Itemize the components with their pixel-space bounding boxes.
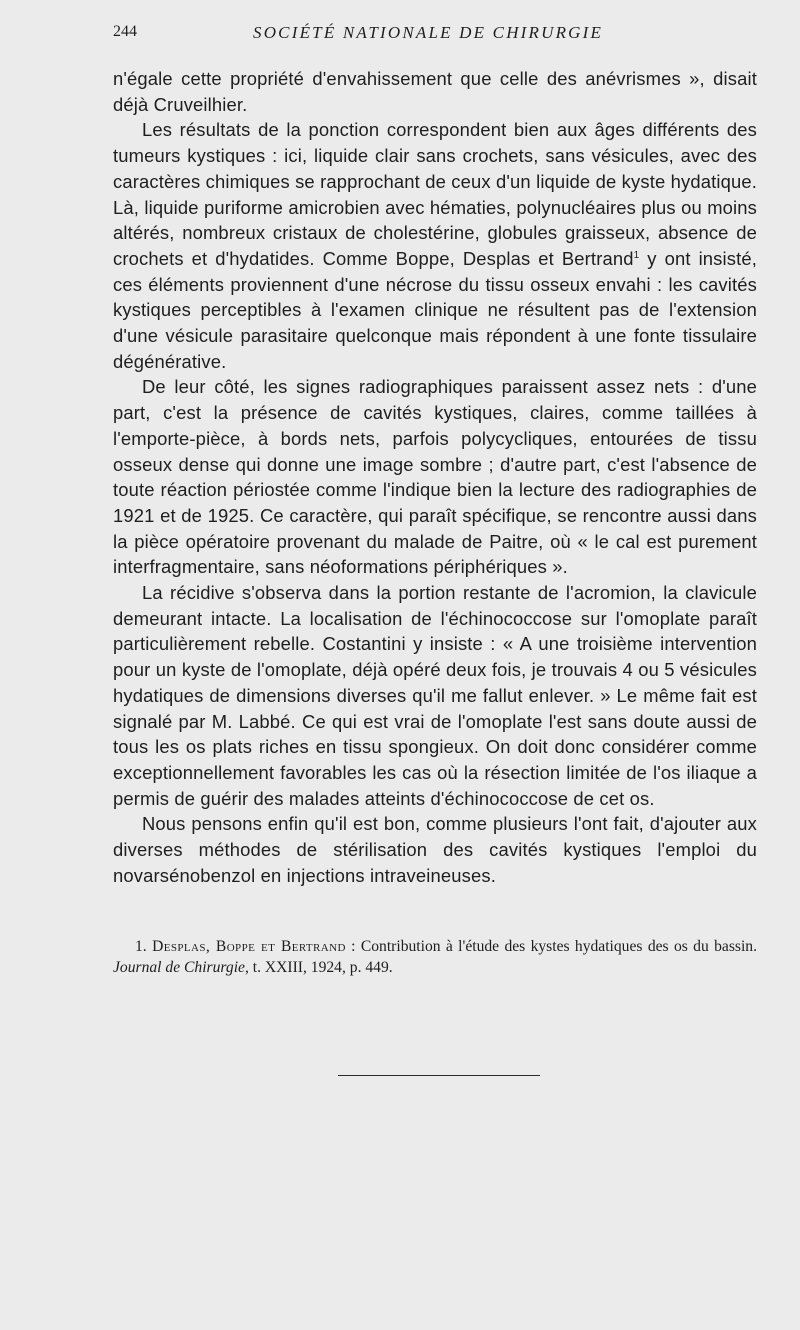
paragraph-2-text-cont: y ont insisté, ces éléments proviennent d'une nécrose du tissu osseux envahi : les cavités kystiques perceptibles à l'examen clinique ne résultent pas de l'extension d'une vésicule parasitaire quelconque mais répondent à une fonte tissulaire dégénérative. (113, 247, 758, 372)
page-number: 244 (113, 23, 137, 40)
end-rule (338, 1075, 540, 1076)
footnote-citation: , t. XXIII, 1924, p. 449. (244, 958, 393, 976)
footnote-reference: 1 (633, 249, 640, 261)
footnote-title: : Contribution à l'étude des kystes hydatiques des os du bassin. (345, 938, 757, 955)
paragraph-2-text: Les résultats de la ponction correspondent bien aux âges différents des tumeurs kystiques : ici, liquide clair sans crochets, sans vésicules, avec des caractères chimiques se rapprochant de ceux d'un liquide de kyste hydatique. Là, liquide puriforme amicrobien avec hématies, polynucléaires plus ou moins altérés, nombreux cristaux de cholestérine, globules graisseux, absence de crochets et d'hydatides. Comme Boppe, Desplas et Bertrand (113, 119, 757, 269)
footnote-authors: Desplas, Boppe et Bertrand (152, 938, 346, 955)
journal-title: SOCIÉTÉ NATIONALE DE CHIRURGIE (253, 23, 604, 42)
footnote-number: 1. (135, 938, 147, 955)
paragraph-5: Nous pensons enfin qu'il est bon, comme plusieurs l'ont fait, d'ajouter aux diverses méthodes de stérilisation des cavités kystiques l'emploi du novarsénobenzol en injections intraveineuses. (113, 813, 757, 886)
body-text (113, 66, 757, 889)
footnote-journal: Journal de Chirurgie (113, 958, 245, 976)
running-head (113, 23, 757, 45)
paragraph-4: La récidive s'observa dans la portion restante de l'acromion, la clavicule demeurant intacte. La localisation de l'échinococcose sur l'omoplate paraît particulièrement rebelle. Costantini y insiste : « A une troisième intervention pour un kyste de l'omoplate, déjà opéré deux fois, je trouvais 4 ou 5 vésicules hydatiques de dimensions diverses qu'il me fallut enlever. » Le même fait est signalé par M. Labbé. Ce qui est vrai de l'omoplate l'est sans doute aussi de tous les os plats riches en tissu spongieux. On doit donc considérer comme exceptionnellement favorables les cas où la résection limitée de l'os iliaque a permis de guérir des malades atteints d'échinococcose de cet os. (113, 582, 757, 809)
footnote (113, 937, 757, 978)
paragraph-3: De leur côté, les signes radiographiques paraissent assez nets : d'une part, c'est la présence de cavités kystiques, claires, comme taillées à l'emporte-pièce, à bords nets, parfois polycycliques, entourées de tissu osseux dense qui donne une image sombre ; d'autre part, c'est l'absence de toute réaction périostée comme l'indique bien la lecture des radiographies de 1921 et de 1925. Ce caractère, qui paraît spécifique, se rencontre aussi dans la pièce opératoire provenant du malade de Paitre, où « le cal est purement interfragmentaire, sans néoformations périphériques ». (113, 376, 757, 578)
paragraph-1: n'égale cette propriété d'envahissement que celle des anévrismes », disait déjà Cruveilhier. (113, 68, 757, 115)
paragraph-2 (113, 117, 757, 374)
